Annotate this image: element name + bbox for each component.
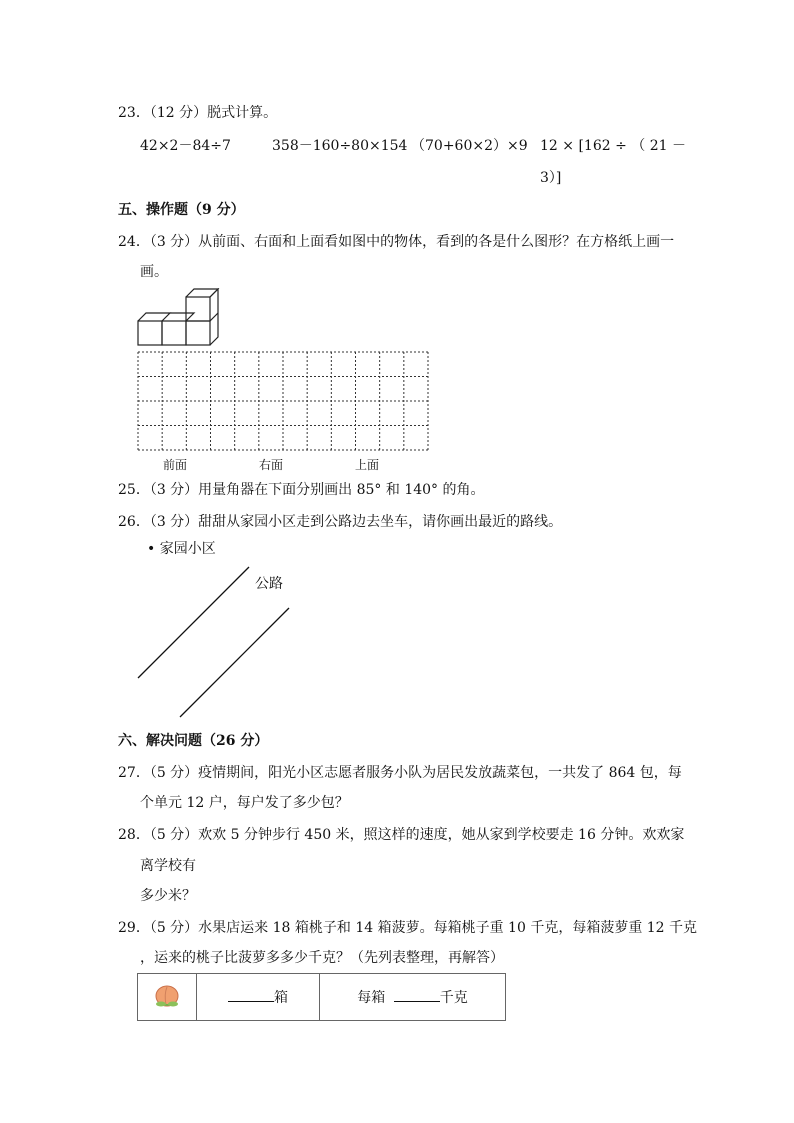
q23-expr-3: （70+60×2）×9	[411, 138, 528, 154]
q24-line-1: 24．（3 分）从前面、右面和上面看如图中的物体，看到的各是什么图形？在方格纸上画一	[118, 234, 675, 250]
boxes-unit: 箱	[274, 990, 288, 1006]
section-6-title: 六、解决问题（26 分）	[118, 733, 269, 749]
q24-line-2: 画。	[140, 264, 168, 280]
section-5-title: 五、操作题（9 分）	[118, 202, 245, 218]
q28-line-1: 28．（5 分）欢欢 5 分钟步行 450 米，照这样的速度，她从家到学校要走 16 分钟。欢欢家	[118, 827, 685, 843]
boxes-blank[interactable]	[228, 987, 274, 1002]
weight-cell[interactable]	[320, 974, 506, 1021]
q26-text: 26．（3 分）甜甜从家园小区走到公路边去坐车，请你画出最近的路线。	[118, 514, 563, 530]
home-point-label: • 家园小区	[147, 541, 216, 557]
dotted-grid-paper	[137, 351, 429, 451]
q27-line-2: 个单元 12 户，每户发了多少包？	[140, 795, 349, 811]
peach-icon	[152, 982, 182, 1008]
view-label-front: 前面	[163, 458, 188, 472]
peach-cell	[138, 974, 197, 1021]
weight-unit: 千克	[439, 990, 468, 1006]
q25-text: 25．（3 分）用量角器在下面分别画出 85° 和 140° 的角。	[118, 482, 485, 498]
road-label: 公路	[255, 576, 283, 592]
q29-table	[137, 973, 506, 1021]
cube-figure	[135, 288, 225, 348]
q29-line-1: 29．（5 分）水果店运来 18 箱桃子和 14 箱菠萝。每箱桃子重 10 千克，每箱菠萝重 12 千克	[118, 920, 698, 936]
q27-line-1: 27．（5 分）疫情期间，阳光小区志愿者服务小队为居民发放蔬菜包，一共发了 864 包，每	[118, 765, 682, 781]
weight-blank[interactable]	[394, 987, 440, 1002]
boxes-cell[interactable]	[197, 974, 320, 1021]
q28-line-3: 多少米？	[140, 888, 196, 904]
view-label-right: 右面	[259, 458, 284, 472]
q23-expr-2: 358－160÷80×154	[272, 138, 408, 154]
weight-prefix: 每箱	[357, 990, 386, 1006]
q29-line-2: ，运来的桃子比菠萝多多少千克？（先列表整理，再解答）	[140, 950, 504, 966]
q23-expr-4-cont: 3）]	[540, 170, 562, 186]
q23-expr-1: 42×2－84÷7	[140, 138, 231, 154]
q23-expr-4: 12 × [162 ÷ （ 21 －	[540, 138, 686, 154]
view-label-top: 上面	[355, 458, 380, 472]
q28-line-2: 离学校有	[140, 858, 196, 874]
q23-title: 23．（12 分）脱式计算。	[118, 105, 278, 121]
table-row	[138, 974, 506, 1021]
road-lines	[135, 560, 295, 725]
